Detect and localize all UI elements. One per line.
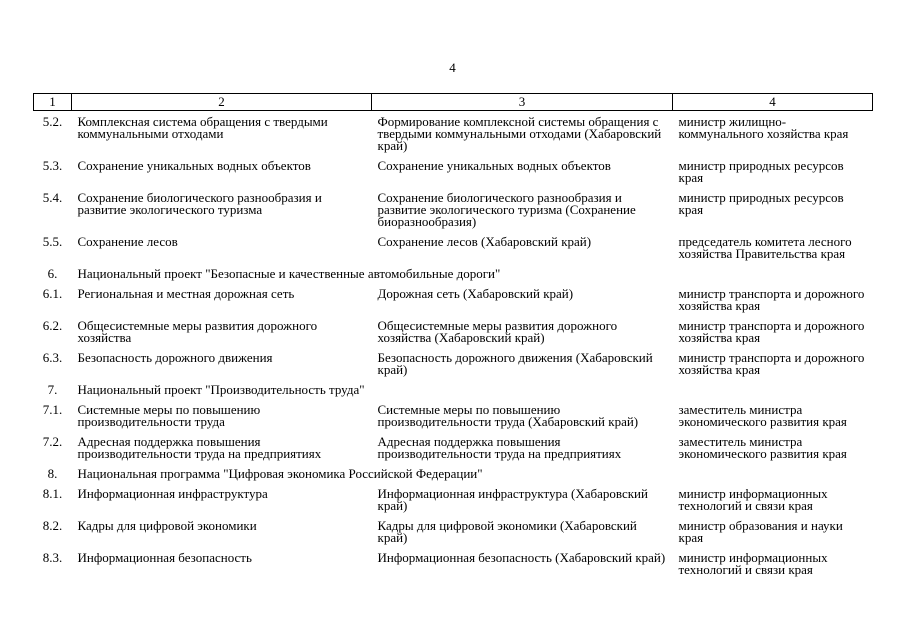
project-name: Сохранение биологического разнообразия и развитие экологического туризма — [77, 190, 322, 217]
section-title: Национальная программа "Цифровая экономика Российской Федерации" — [77, 466, 483, 481]
section-title: Национальный проект "Производительность труда" — [77, 382, 365, 397]
table-row — [34, 160, 873, 192]
table-row — [34, 320, 873, 352]
responsible-person: министр транспорта и дорожного хозяйства края — [678, 286, 865, 313]
row-number: 6.2. — [42, 318, 63, 333]
responsible-person: председатель комитета лесного хозяйства Правительства края — [678, 234, 852, 261]
row-number: 7.1. — [42, 402, 63, 417]
project-name: Сохранение уникальных водных объектов — [77, 158, 311, 173]
table-row — [34, 552, 873, 584]
row-number: 7.2. — [42, 434, 63, 449]
responsible-person: министр транспорта и дорожного хозяйства края — [678, 350, 865, 377]
responsible-person: министр транспорта и дорожного хозяйства края — [678, 318, 865, 345]
page-number: 4 — [449, 60, 456, 75]
regional-project: Информационная безопасность (Хабаровский край) — [377, 550, 666, 565]
responsible-person: министр информационных технологий и связи края — [678, 486, 828, 513]
table-row — [34, 436, 873, 468]
table-row — [34, 111, 873, 161]
regional-project: Сохранение лесов (Хабаровский край) — [377, 234, 592, 249]
section-row — [34, 384, 873, 404]
project-name: Общесистемные меры развития дорожного хозяйства — [77, 318, 318, 345]
regional-project: Адресная поддержка повышения производительности труда на предприятиях — [377, 434, 622, 461]
table-header — [34, 94, 873, 111]
table-row — [34, 352, 873, 384]
project-name: Системные меры по повышению производительности труда — [77, 402, 261, 429]
row-number: 8.3. — [42, 550, 63, 565]
regional-project: Безопасность дорожного движения (Хабаровский край) — [377, 350, 653, 377]
projects-table — [33, 93, 873, 584]
header-row — [34, 94, 873, 111]
section-number: 7. — [47, 382, 58, 397]
section-title: Национальный проект "Безопасные и качественные автомобильные дороги" — [77, 266, 501, 281]
project-name: Комплексная система обращения с твердыми коммунальными отходами — [77, 114, 328, 141]
header-cell-3: 3 — [372, 94, 673, 111]
project-name: Информационная инфраструктура — [77, 486, 268, 501]
header-cell-1: 1 — [34, 94, 72, 111]
responsible-person: министр образования и науки края — [678, 518, 843, 545]
section-row — [34, 468, 873, 488]
table-row — [34, 520, 873, 552]
regional-project: Сохранение уникальных водных объектов — [377, 158, 611, 173]
table-row — [34, 404, 873, 436]
section-row — [34, 268, 873, 288]
regional-project: Кадры для цифровой экономики (Хабаровский край) — [377, 518, 637, 545]
responsible-person: министр природных ресурсов края — [678, 158, 844, 185]
regional-project: Информационная инфраструктура (Хабаровский край) — [377, 486, 648, 513]
row-number: 5.4. — [42, 190, 63, 205]
table-row — [34, 192, 873, 236]
project-name: Кадры для цифровой экономики — [77, 518, 257, 533]
project-name: Информационная безопасность — [77, 550, 252, 565]
responsible-person: заместитель министра экономического развития края — [678, 402, 847, 429]
project-name: Безопасность дорожного движения — [77, 350, 273, 365]
header-cell-4: 4 — [673, 94, 873, 111]
regional-project: Формирование комплексной системы обращения с твердыми коммунальными отходами (Хабаровский край) — [377, 114, 662, 153]
row-number: 8.2. — [42, 518, 63, 533]
row-number: 6.1. — [42, 286, 63, 301]
table-body — [34, 111, 873, 585]
row-number: 5.5. — [42, 234, 63, 249]
header-cell-2: 2 — [72, 94, 372, 111]
responsible-person: министр информационных технологий и связи края — [678, 550, 828, 577]
row-number: 6.3. — [42, 350, 63, 365]
table-row — [34, 288, 873, 320]
regional-project: Общесистемные меры развития дорожного хозяйства (Хабаровский край) — [377, 318, 618, 345]
regional-project: Системные меры по повышению производительности труда (Хабаровский край) — [377, 402, 639, 429]
regional-project: Сохранение биологического разнообразия и развитие экологического туризма (Сохранение биоразнообразия) — [377, 190, 636, 229]
table-row — [34, 488, 873, 520]
project-name: Региональная и местная дорожная сеть — [77, 286, 295, 301]
responsible-person: министр природных ресурсов края — [678, 190, 844, 217]
row-number: 5.3. — [42, 158, 63, 173]
project-name: Адресная поддержка повышения производительности труда на предприятиях — [77, 434, 322, 461]
section-number: 6. — [47, 266, 58, 281]
table-row — [34, 236, 873, 268]
responsible-person: министр жилищно-коммунального хозяйства края — [678, 114, 849, 141]
row-number: 5.2. — [42, 114, 63, 129]
regional-project: Дорожная сеть (Хабаровский край) — [377, 286, 574, 301]
row-number: 8.1. — [42, 486, 63, 501]
project-name: Сохранение лесов — [77, 234, 178, 249]
responsible-person: заместитель министра экономического развития края — [678, 434, 847, 461]
section-number: 8. — [47, 466, 58, 481]
